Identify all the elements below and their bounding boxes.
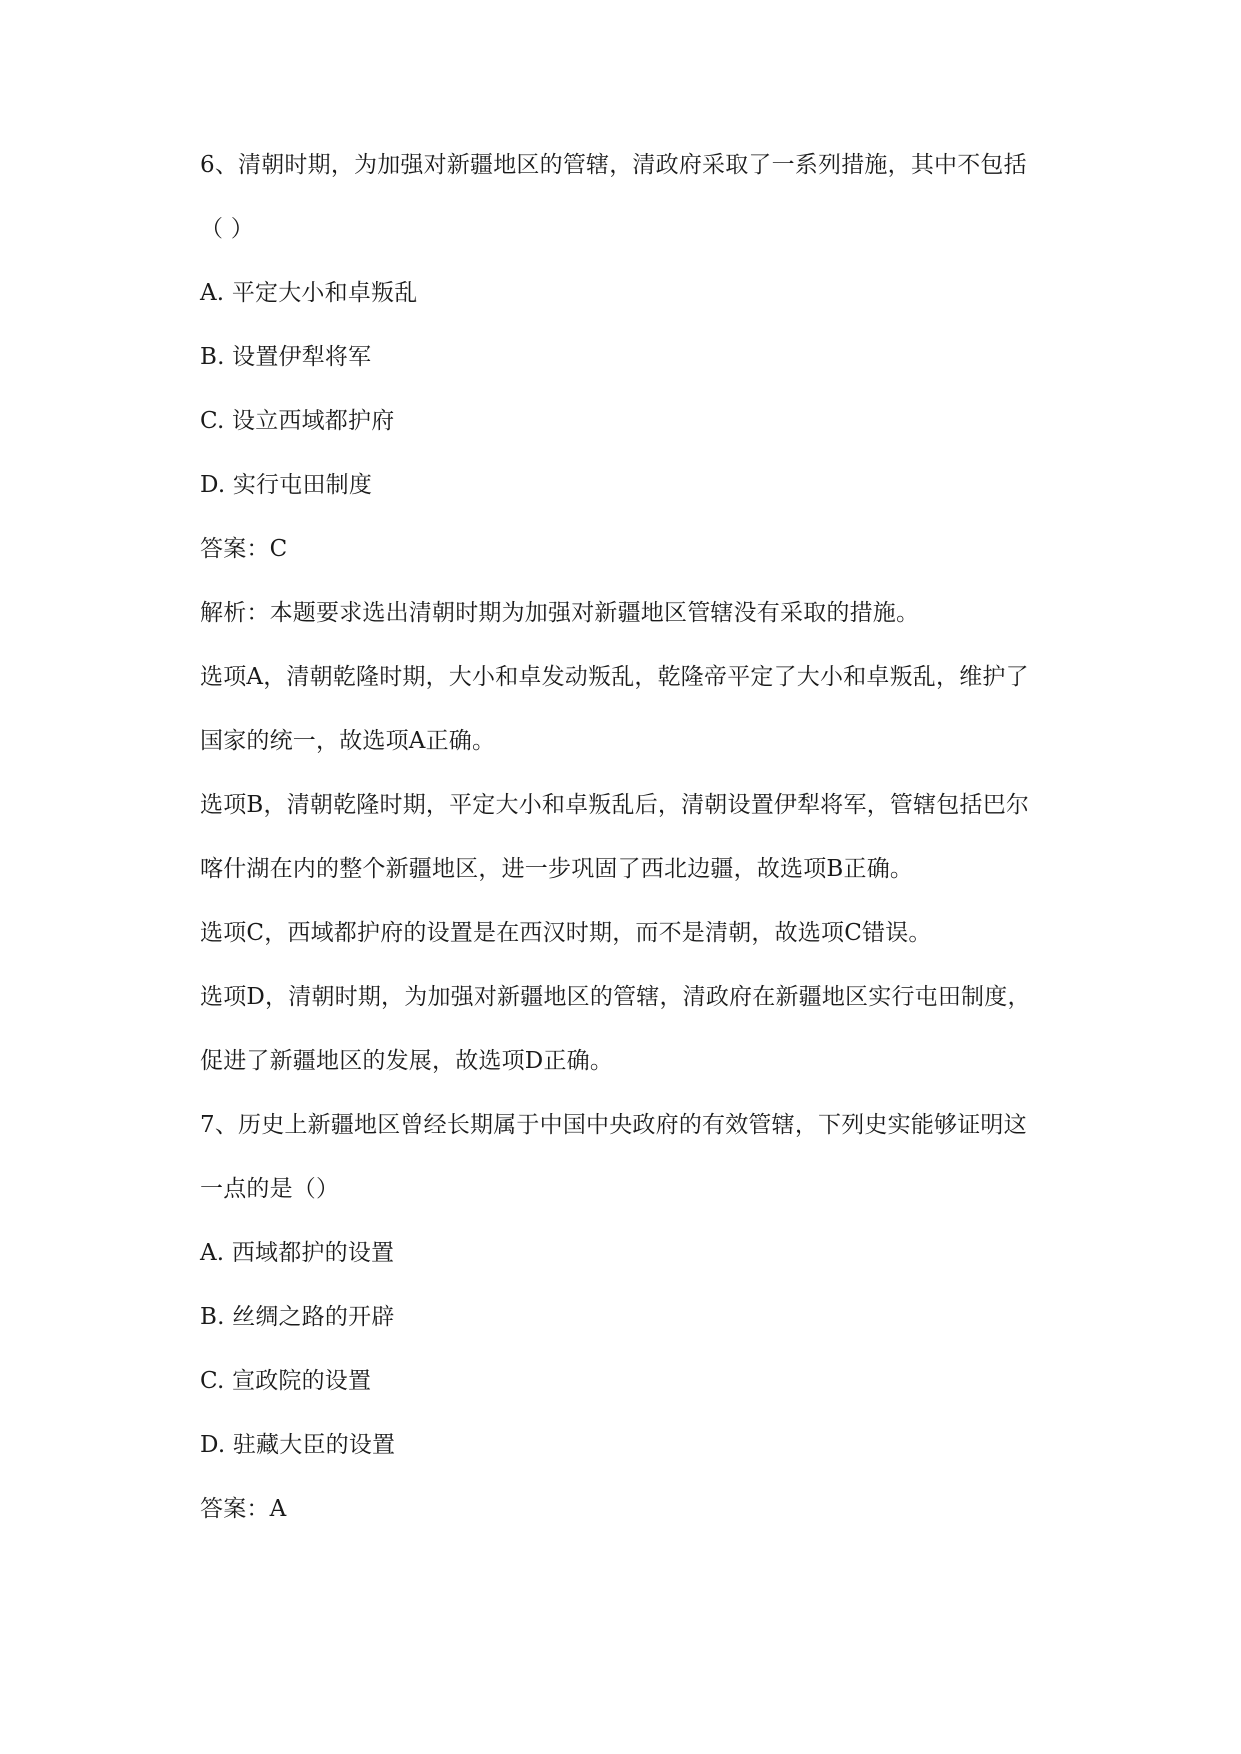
question-6-answer: 答案：C — [200, 536, 288, 562]
question-6-option-c: C. 设立西域都护府 — [200, 408, 395, 434]
question-6-stem-line-2: （ ） — [200, 216, 254, 242]
question-7-answer: 答案：A — [200, 1496, 287, 1522]
question-6-analysis-a-line-1: 选项A，清朝乾隆时期，大小和卓发动叛乱，乾隆帝平定了大小和卓叛乱，维护了 — [200, 664, 1029, 690]
question-6-analysis-c: 选项C，西域都护府的设置是在西汉时期，而不是清朝，故选项C错误。 — [200, 920, 932, 946]
question-6-analysis-d-line-1: 选项D，清朝时期，为加强对新疆地区的管辖，清政府在新疆地区实行屯田制度， — [200, 984, 1031, 1010]
question-7-stem-line-1: 7、历史上新疆地区曾经长期属于中国中央政府的有效管辖，下列史实能够证明这 — [200, 1112, 1027, 1138]
question-6-option-d: D. 实行屯田制度 — [200, 472, 373, 498]
question-6-analysis-b-line-1: 选项B，清朝乾隆时期，平定大小和卓叛乱后，清朝设置伊犁将军，管辖包括巴尔 — [200, 792, 1030, 818]
question-6-analysis-d-line-2: 促进了新疆地区的发展，故选项D正确。 — [200, 1048, 614, 1074]
question-6-option-a: A. 平定大小和卓叛乱 — [200, 280, 418, 306]
question-6-stem-line-1: 6、清朝时期，为加强对新疆地区的管辖，清政府采取了一系列措施，其中不包括 — [200, 152, 1027, 178]
question-6-analysis-a-line-2: 国家的统一，故选项A正确。 — [200, 728, 496, 754]
question-7-option-b: B. 丝绸之路的开辟 — [200, 1304, 395, 1330]
question-6-analysis-b-line-2: 喀什湖在内的整个新疆地区，进一步巩固了西北边疆，故选项B正确。 — [200, 856, 914, 882]
question-7-option-d: D. 驻藏大臣的设置 — [200, 1432, 396, 1458]
question-7-stem-line-2: 一点的是（） — [200, 1176, 340, 1202]
question-7-option-c: C. 宣政院的设置 — [200, 1368, 372, 1394]
question-6-analysis-intro: 解析：本题要求选出清朝时期为加强对新疆地区管辖没有采取的措施。 — [200, 600, 920, 626]
question-6-option-b: B. 设置伊犁将军 — [200, 344, 372, 370]
question-7-option-a: A. 西域都护的设置 — [200, 1240, 395, 1266]
